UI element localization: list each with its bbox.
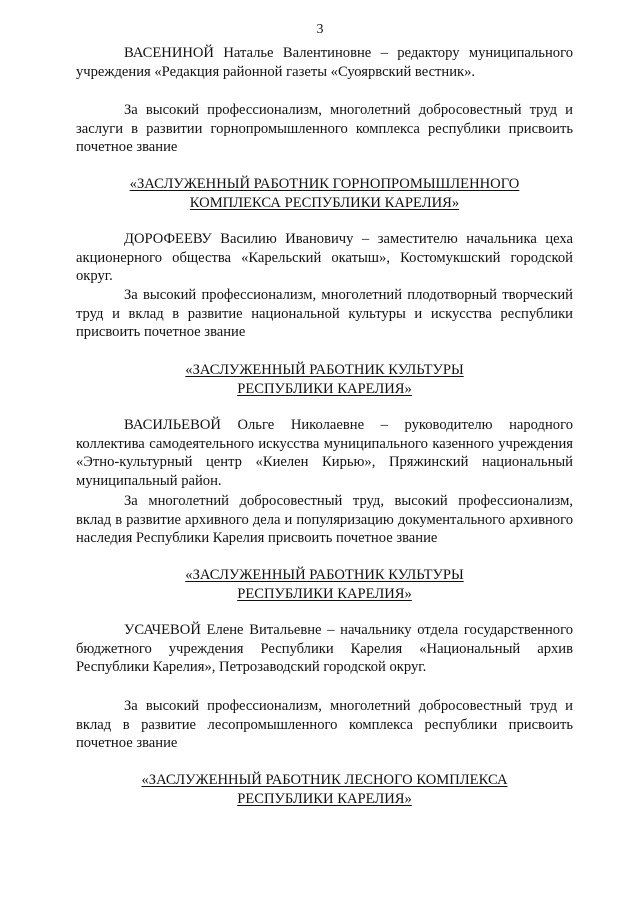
paragraph-text: За высокий профессионализм, многолетний добросовестный труд и вклад в развитие лесопромышленного комплекса республики присвоить почетное звание xyxy=(76,698,573,752)
award-title-culture-1 xyxy=(76,361,573,398)
paragraph-text: За высокий профессионализм, многолетний плодотворный творческий труд и вклад в развитие национальной культуры и искусства республики присвоить почетное звание xyxy=(76,287,573,341)
paragraph-text: ВАСИЛЬЕВОЙ Ольге Николаевне – руководителю народного коллектива самодеятельного искусства муниципального казенного учреждения «Этно-культурный центр «Киелен Кирью», Пряжинский национальный муниципальный район. xyxy=(76,417,573,489)
award-title-forestry xyxy=(76,771,573,808)
award-recipient-dorofeev xyxy=(76,230,573,286)
title-line-2: КОМПЛЕКСА РЕСПУБЛИКИ КАРЕЛИЯ» xyxy=(189,194,460,211)
paragraph-text: За высокий профессионализм, многолетний добросовестный труд и заслуги в развитии горнопромышленного комплекса республики присвоить почетное звание xyxy=(76,102,573,156)
title-line-1: «ЗАСЛУЖЕННЫЙ РАБОТНИК ЛЕСНОГО КОМПЛЕКСА xyxy=(141,772,508,788)
title-line-1: «ЗАСЛУЖЕННЫЙ РАБОТНИК КУЛЬТУРЫ xyxy=(185,567,464,583)
award-recipient-vasilyeva xyxy=(76,416,573,490)
award-title-culture-2 xyxy=(76,566,573,603)
award-recipient-vasenina xyxy=(76,44,573,81)
title-line-2: РЕСПУБЛИКИ КАРЕЛИЯ» xyxy=(237,790,412,807)
award-recipient-usacheva xyxy=(76,621,573,677)
award-reason-culture xyxy=(76,286,573,342)
page-number: 3 xyxy=(316,22,324,37)
award-reason-forestry xyxy=(76,697,573,753)
paragraph-text: ВАСЕНИНОЙ Наталье Валентиновне – редактору муниципального учреждения «Редакция районной газеты «Суоярвский вестник». xyxy=(76,45,573,80)
award-reason-mining xyxy=(76,101,573,157)
award-reason-archive xyxy=(76,492,573,548)
title-line-2: РЕСПУБЛИКИ КАРЕЛИЯ» xyxy=(237,585,412,602)
paragraph-text: УСАЧЕВОЙ Елене Витальевне – начальнику отдела государственного бюджетного учреждения Республики Карелия «Национальный архив Республики Карелия», Петрозаводский городской округ. xyxy=(76,622,573,676)
award-title-mining xyxy=(76,175,573,212)
paragraph-text: За многолетний добросовестный труд, высокий профессионализм, вклад в развитие архивного дела и популяризацию документального архивного наследия Республики Карелия присвоить почетное звание xyxy=(76,493,573,547)
title-line-1: «ЗАСЛУЖЕННЫЙ РАБОТНИК ГОРНОПРОМЫШЛЕННОГО xyxy=(129,176,520,192)
paragraph-text: ДОРОФЕЕВУ Василию Ивановичу – заместителю начальника цеха акционерного общества «Карельский окатыш», Костомукшский городской округ. xyxy=(76,231,573,285)
title-line-1: «ЗАСЛУЖЕННЫЙ РАБОТНИК КУЛЬТУРЫ xyxy=(185,362,464,378)
title-line-2: РЕСПУБЛИКИ КАРЕЛИЯ» xyxy=(237,380,412,397)
